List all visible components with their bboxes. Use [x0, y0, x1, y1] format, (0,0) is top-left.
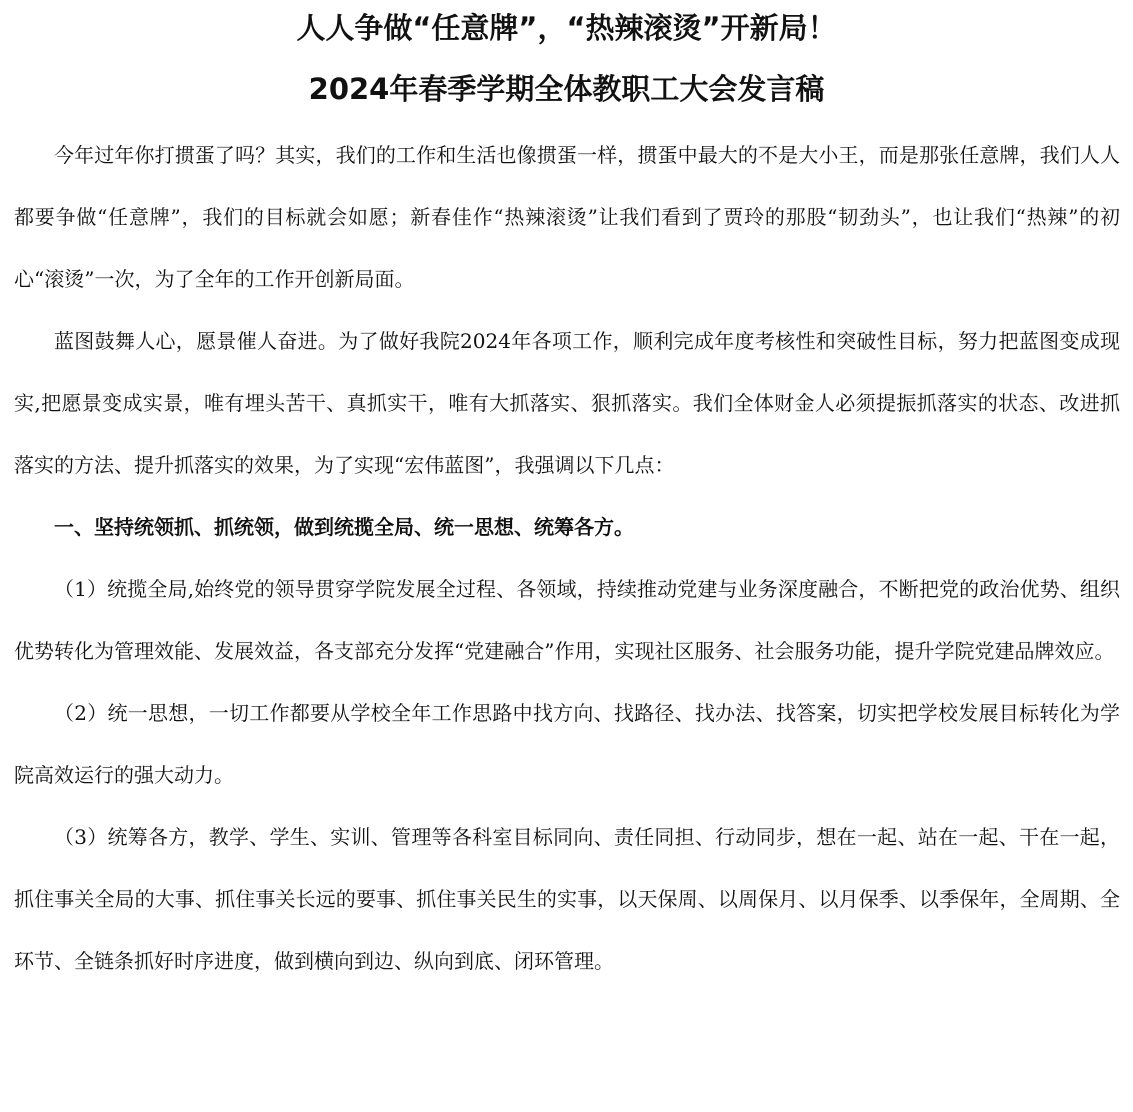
- paragraph-item-1: （1）统揽全局,始终党的领导贯穿学院发展全过程、各领域，持续推动党建与业务深度融合，不断把党的政治优势、组织优势转化为管理效能、发展效益，各支部充分发挥“党建融合”作用，实现社区服务、社会服务功能，提升学院党建品牌效应。: [14, 577, 1120, 663]
- paragraph-intro: 今年过年你打掼蛋了吗？其实，我们的工作和生活也像掼蛋一样，掼蛋中最大的不是大小王，而是那张任意牌，我们人人都要争做“任意牌”，我们的目标就会如愿；新春佳作“热辣滚烫”让我们看到了贾玲的那股“韧劲头”，也让我们“热辣”的初心“滚烫”一次，为了全年的工作开创新局面。: [14, 143, 1120, 291]
- document-subtitle: 2024年春季学期全体教职工大会发言稿: [308, 72, 825, 106]
- document-body: [14, 124, 1120, 992]
- paragraph-item-3: （3）统筹各方，教学、学生、实训、管理等各科室目标同向、责任同担、行动同步，想在一起、站在一起、干在一起，抓住事关全局的大事、抓住事关长远的要事、抓住事关民生的实事，以天保周、以周保月、以月保季、以季保年，全周期、全环节、全链条抓好时序进度，做到横向到边、纵向到底、闭环管理。: [14, 825, 1120, 973]
- document-title: 人人争做“任意牌”，“热辣滚烫”开新局！: [296, 11, 837, 45]
- paragraph-blueprint: 蓝图鼓舞人心，愿景催人奋进。为了做好我院2024年各项工作，顺利完成年度考核性和突破性目标，努力把蓝图变成现实,把愿景变成实景，唯有埋头苦干、真抓实干，唯有大抓落实、狠抓落实。我们全体财金人必须提振抓落实的状态、改进抓落实的方法、提升抓落实的效果，为了实现“宏伟蓝图”，我强调以下几点：: [14, 329, 1120, 477]
- paragraph-item-2: （2）统一思想，一切工作都要从学校全年工作思路中找方向、找路径、找办法、找答案，切实把学校发展目标转化为学院高效运行的强大动力。: [14, 701, 1120, 787]
- section-heading-1: 一、坚持统领抓、抓统领，做到统揽全局、统一思想、统筹各方。: [54, 515, 634, 539]
